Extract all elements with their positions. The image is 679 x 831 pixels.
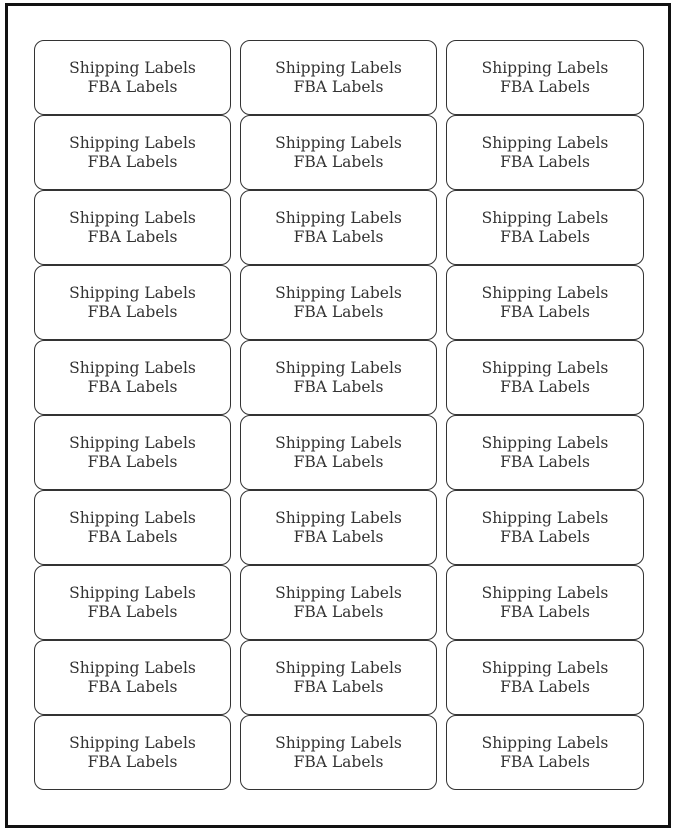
label-line-2: FBA Labels xyxy=(293,377,384,396)
label-line-2: FBA Labels xyxy=(293,602,384,621)
label-line-2: FBA Labels xyxy=(500,227,590,246)
label-cell xyxy=(240,715,437,790)
label-cell xyxy=(34,715,231,790)
label-line-2: FBA Labels xyxy=(87,302,178,321)
label-line-2: FBA Labels xyxy=(500,302,590,321)
label-cell xyxy=(240,340,437,415)
label-line-1: Shipping Labels xyxy=(275,433,402,452)
label-line-2: FBA Labels xyxy=(500,152,590,171)
label-cell xyxy=(34,190,231,265)
label-line-2: FBA Labels xyxy=(293,752,384,771)
label-cell xyxy=(446,715,644,790)
label-cell xyxy=(240,415,437,490)
label-line-2: FBA Labels xyxy=(87,152,178,171)
label-line-2: FBA Labels xyxy=(87,77,178,96)
label-line-2: FBA Labels xyxy=(87,452,178,471)
label-grid xyxy=(34,40,644,790)
label-line-1: Shipping Labels xyxy=(69,508,196,527)
label-line-2: FBA Labels xyxy=(500,527,590,546)
label-line-2: FBA Labels xyxy=(500,452,590,471)
label-cell xyxy=(240,190,437,265)
label-line-1: Shipping Labels xyxy=(69,658,196,677)
label-line-1: Shipping Labels xyxy=(481,283,609,302)
label-cell xyxy=(240,265,437,340)
label-line-2: FBA Labels xyxy=(87,227,178,246)
label-line-1: Shipping Labels xyxy=(481,583,609,602)
label-line-2: FBA Labels xyxy=(500,677,590,696)
label-cell xyxy=(34,40,231,115)
label-line-1: Shipping Labels xyxy=(69,133,196,152)
label-cell xyxy=(240,640,437,715)
label-cell xyxy=(240,40,437,115)
label-line-1: Shipping Labels xyxy=(69,433,196,452)
label-cell xyxy=(34,415,231,490)
label-line-1: Shipping Labels xyxy=(275,583,402,602)
label-line-1: Shipping Labels xyxy=(275,733,402,752)
label-line-2: FBA Labels xyxy=(293,152,384,171)
label-line-1: Shipping Labels xyxy=(69,733,196,752)
label-cell xyxy=(34,115,231,190)
label-line-1: Shipping Labels xyxy=(481,508,609,527)
label-line-1: Shipping Labels xyxy=(69,358,196,377)
label-line-2: FBA Labels xyxy=(87,677,178,696)
label-line-1: Shipping Labels xyxy=(481,133,609,152)
label-line-2: FBA Labels xyxy=(87,377,178,396)
label-line-2: FBA Labels xyxy=(87,752,178,771)
label-cell xyxy=(34,565,231,640)
label-line-1: Shipping Labels xyxy=(69,208,196,227)
label-line-1: Shipping Labels xyxy=(69,583,196,602)
label-cell xyxy=(446,340,644,415)
label-line-1: Shipping Labels xyxy=(275,133,402,152)
label-cell xyxy=(34,640,231,715)
label-line-2: FBA Labels xyxy=(87,527,178,546)
label-line-1: Shipping Labels xyxy=(481,733,609,752)
label-cell xyxy=(240,490,437,565)
label-line-1: Shipping Labels xyxy=(481,433,609,452)
label-cell xyxy=(446,565,644,640)
label-line-2: FBA Labels xyxy=(293,302,384,321)
label-line-2: FBA Labels xyxy=(293,527,384,546)
label-cell xyxy=(446,40,644,115)
label-cell xyxy=(240,565,437,640)
label-cell xyxy=(446,265,644,340)
label-cell xyxy=(446,190,644,265)
label-line-2: FBA Labels xyxy=(293,452,384,471)
label-line-1: Shipping Labels xyxy=(481,358,609,377)
label-line-2: FBA Labels xyxy=(500,752,590,771)
label-line-1: Shipping Labels xyxy=(481,58,609,77)
label-line-2: FBA Labels xyxy=(500,377,590,396)
label-line-2: FBA Labels xyxy=(87,602,178,621)
label-line-1: Shipping Labels xyxy=(275,208,402,227)
label-line-1: Shipping Labels xyxy=(275,58,402,77)
label-cell xyxy=(446,115,644,190)
label-line-1: Shipping Labels xyxy=(275,658,402,677)
label-line-2: FBA Labels xyxy=(500,77,590,96)
label-cell xyxy=(446,490,644,565)
label-line-1: Shipping Labels xyxy=(275,358,402,377)
label-cell xyxy=(240,115,437,190)
label-cell xyxy=(34,265,231,340)
label-line-2: FBA Labels xyxy=(293,677,384,696)
label-cell xyxy=(446,415,644,490)
label-cell xyxy=(446,640,644,715)
label-line-2: FBA Labels xyxy=(293,77,384,96)
label-cell xyxy=(34,490,231,565)
label-line-1: Shipping Labels xyxy=(275,508,402,527)
label-cell xyxy=(34,340,231,415)
label-line-1: Shipping Labels xyxy=(69,58,196,77)
label-line-1: Shipping Labels xyxy=(69,283,196,302)
label-line-2: FBA Labels xyxy=(293,227,384,246)
label-line-1: Shipping Labels xyxy=(275,283,402,302)
label-line-1: Shipping Labels xyxy=(481,208,609,227)
label-line-2: FBA Labels xyxy=(500,602,590,621)
label-line-1: Shipping Labels xyxy=(481,658,609,677)
